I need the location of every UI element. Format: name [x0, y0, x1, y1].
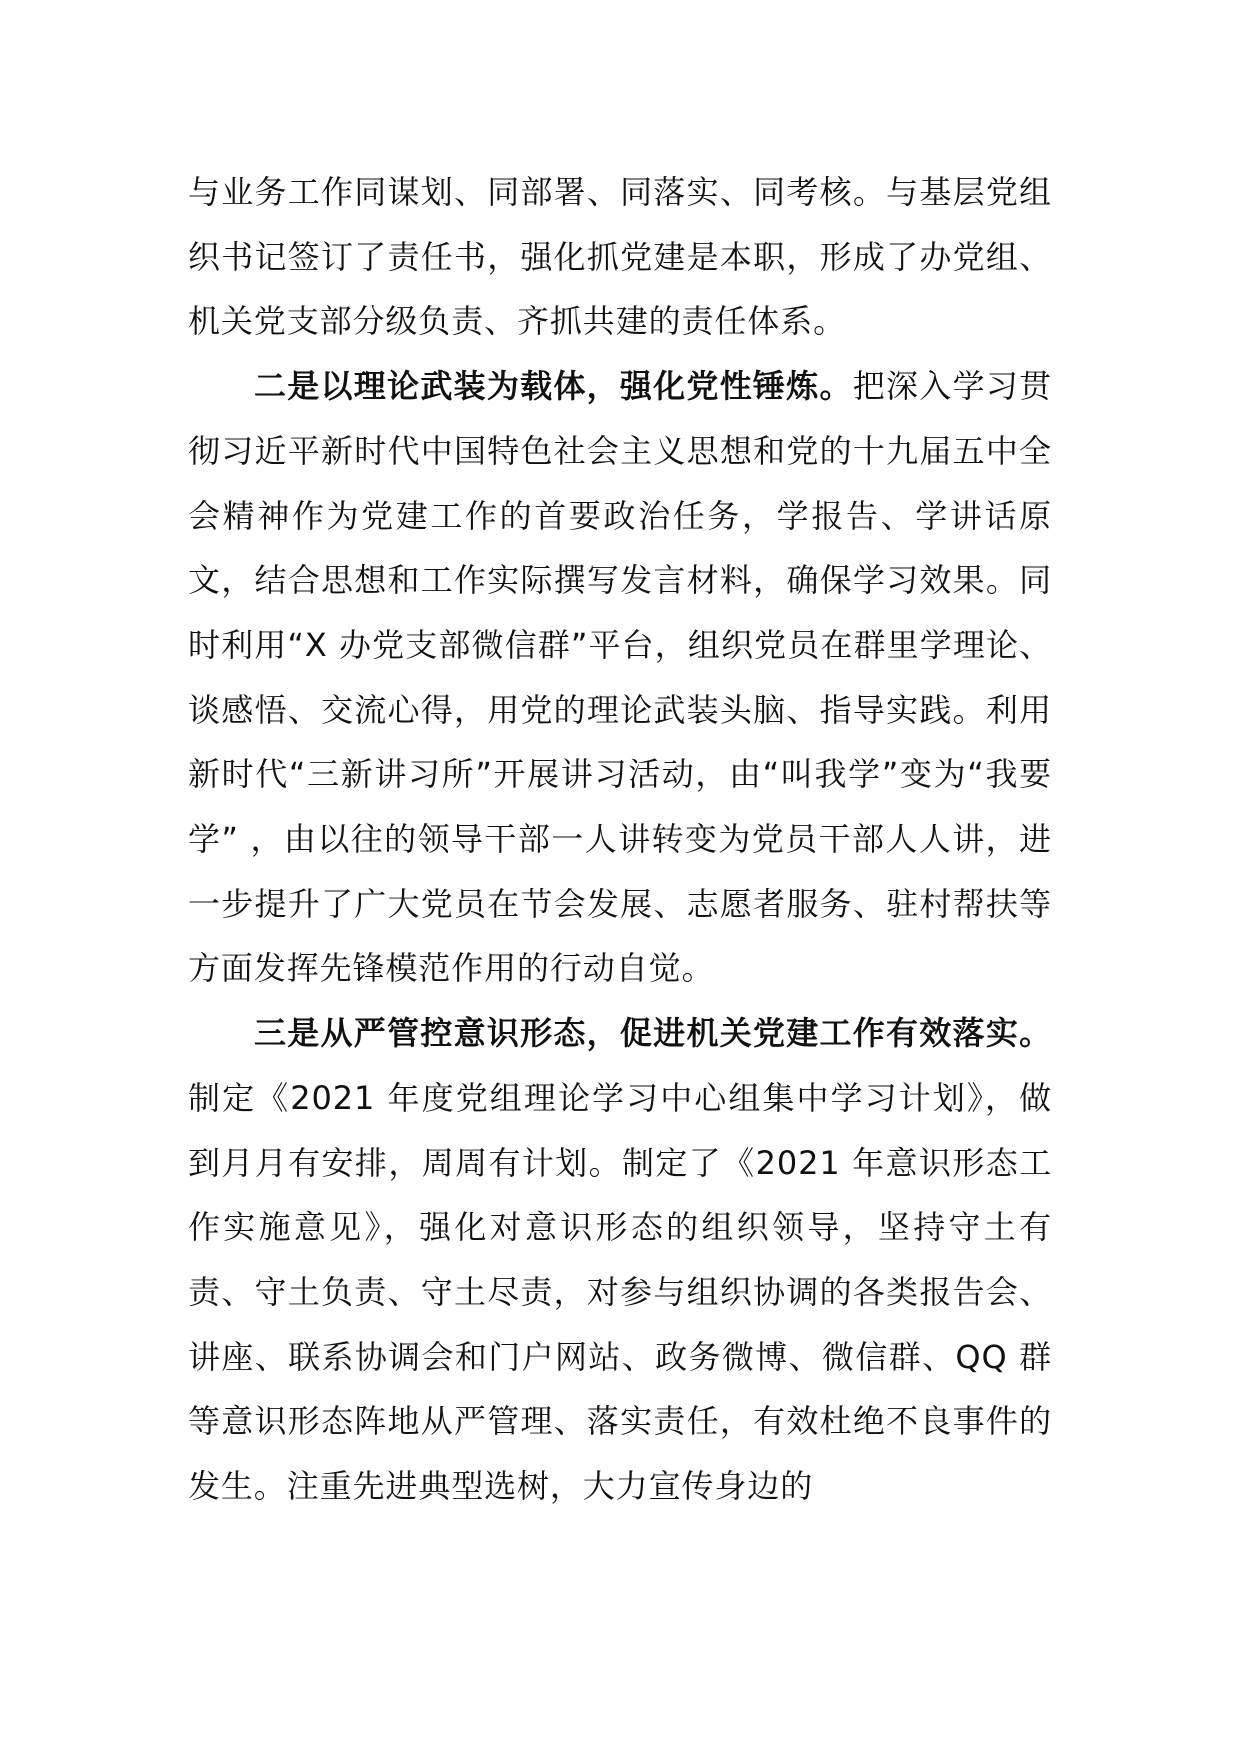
paragraph-ideology-management	[188, 1001, 1052, 1519]
paragraph-heading: 二是以理论武装为载体，强化党性锤炼。	[254, 367, 853, 406]
paragraph-text: 与业务工作同谋划、同部署、同落实、同考核。与基层党组织书记签订了责任书，强化抓党建是本职，形成了办党组、机关党支部分级负责、齐抓共建的责任体系。	[188, 173, 1052, 341]
document-body	[188, 160, 1052, 1519]
paragraph-text: 制定《2021 年度党组理论学习中心组集中学习计划》，做到月月有安排，周周有计划。制定了《2021 年意识形态工作实施意见》，强化对意识形态的组织领导，坚持守土有责、守土负责、守土尽责，对参与组织协调的各类报告会、讲座、联系协调会和门户网站、政务微博、微信群、QQ 群等意识形态阵地从严管理、落实责任，有效杜绝不良事件的发生。注重先进典型选树，大力宣传身边的	[188, 1078, 1052, 1506]
paragraph-theory-study	[188, 354, 1052, 1001]
paragraph-heading: 三是从严管控意识形态，促进机关党建工作有效落实。	[254, 1014, 1052, 1053]
paragraph-responsibility-system	[188, 160, 1052, 354]
paragraph-text: 把深入学习贯彻习近平新时代中国特色社会主义思想和党的十九届五中全会精神作为党建工作的首要政治任务，学报告、学讲话原文，结合思想和工作实际撰写发言材料，确保学习效果。同时利用“X 办党支部微信群”平台，组织党员在群里学理论、谈感悟、交流心得，用党的理论武装头脑、指导实践。利用新时代“三新讲习所”开展讲习活动，由“叫我学”变为“我要学” ，由以往的领导干部一人讲转变为党员干部人人讲，进一步提升了广大党员在节会发展、志愿者服务、驻村帮扶等方面发挥先锋模范作用的行动自觉。	[188, 367, 1053, 988]
